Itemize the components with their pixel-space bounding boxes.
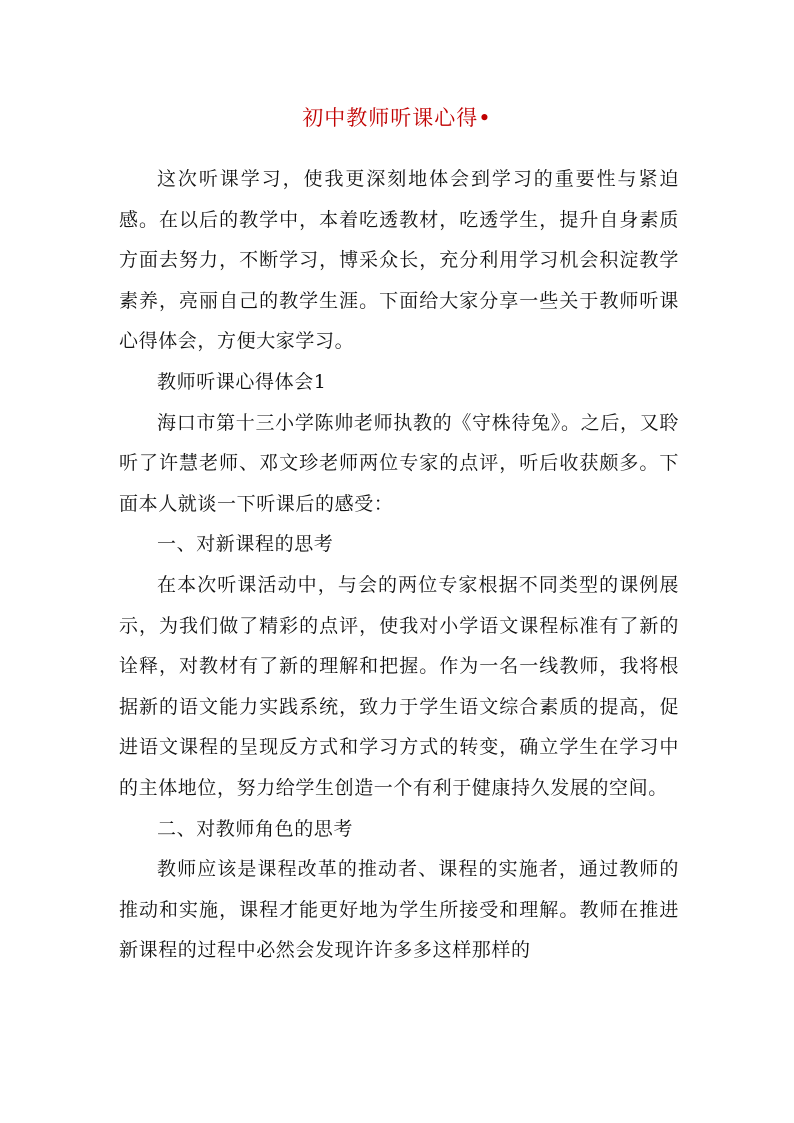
subheading-teacher-role: 二、对教师角色的思考 [157, 817, 354, 840]
body-paragraph-2: 在本次听课活动中，与会的两位专家根据不同类型的课例展示，为我们做了精彩的点评，使我对小学语文课程标准有了新的诠释，对教材有了新的理解和把握。作为一名一线教师，我将根据新的语文能力实践系统，致力于学生语文综合素质的提高，促进语文课程的呈现反方式和学习方式的转变，确立学生在学习中的主体地位，努力给学生创造一个有利于健康持久发展的空间。 [119, 573, 679, 799]
document-title: 初中教师听课心得• [302, 106, 492, 130]
document-body [119, 159, 679, 971]
body-paragraph-3: 教师应该是课程改革的推动者、课程的实施者，通过教师的推动和实施，课程才能更好地为学生所接受和理解。教师在推进新课程的过程中必然会发现许许多多这样那样的 [119, 858, 679, 962]
subheading-new-curriculum: 一、对新课程的思考 [157, 533, 334, 556]
section-heading-1: 教师听课心得体会1 [157, 370, 327, 393]
intro-paragraph: 这次听课学习，使我更深刻地体会到学习的重要性与紧迫感。在以后的教学中，本着吃透教材，吃透学生，提升自身素质方面去努力，不断学习，博采众长，充分利用学习机会积淀教学素养，亮丽自己的教学生涯。下面给大家分享一些关于教师听课心得体会，方便大家学习。 [119, 168, 679, 353]
body-paragraph-1: 海口市第十三小学陈帅老师执教的《守株待兔》。之后，又聆听了许慧老师、邓文珍老师两位专家的点评，听后收获颇多。下面本人就谈一下听课后的感受： [119, 411, 679, 515]
